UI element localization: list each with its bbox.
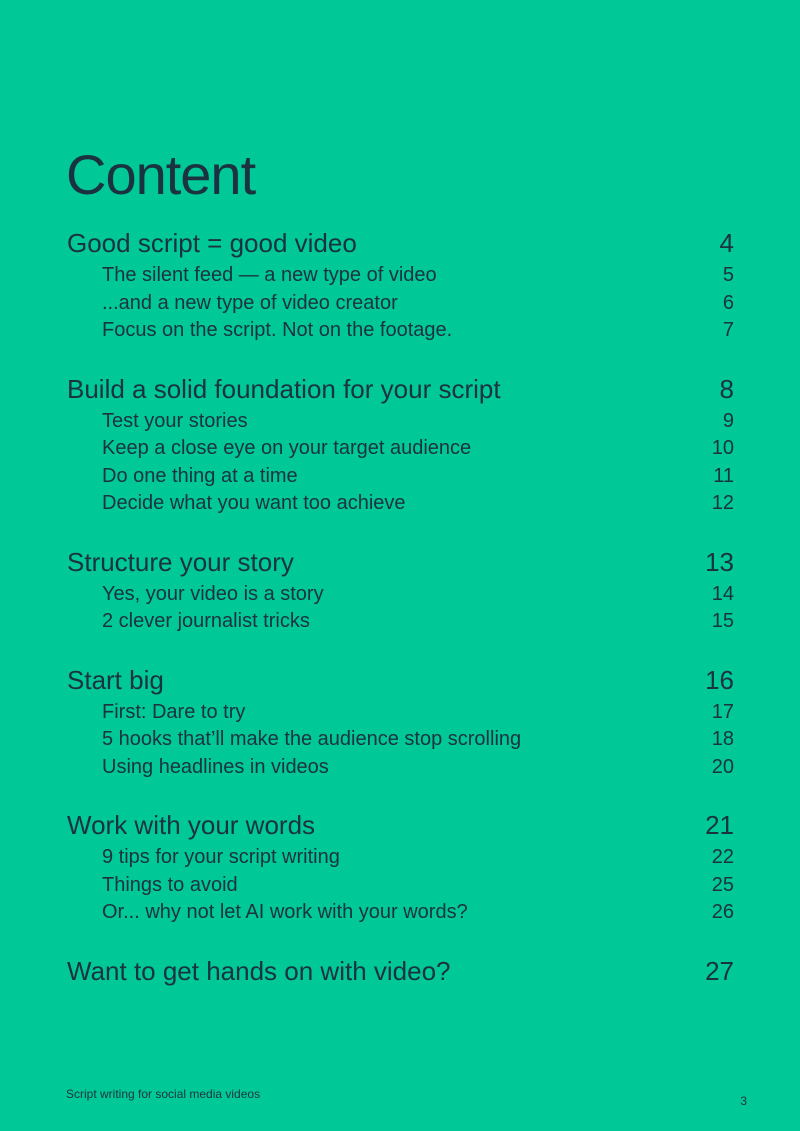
toc-section-title: Build a solid foundation for your script <box>67 373 501 404</box>
toc-section-entry[interactable] <box>67 228 734 264</box>
toc-item-page: 26 <box>711 901 734 923</box>
toc-item[interactable] <box>67 437 734 465</box>
toc-section-page: 13 <box>705 546 734 577</box>
toc-item[interactable] <box>67 901 734 929</box>
toc-item[interactable] <box>67 583 734 611</box>
toc-item-page: 17 <box>711 700 734 723</box>
toc-item-page: 15 <box>711 610 734 632</box>
toc-section-page: 21 <box>705 810 734 840</box>
toc-item-page: 18 <box>711 728 734 750</box>
toc-section-title: Want to get hands on with video? <box>67 955 451 986</box>
toc-item-page: 25 <box>711 873 734 896</box>
toc-section-title: Good script = good video <box>67 228 357 258</box>
toc-item-page: 20 <box>711 755 734 778</box>
toc-item-page: 22 <box>711 846 734 868</box>
toc-section <box>67 547 734 638</box>
toc-section-title: Structure your story <box>67 546 294 577</box>
toc-section-entry[interactable] <box>67 665 734 701</box>
toc-item[interactable] <box>67 319 734 347</box>
toc-section <box>67 810 734 929</box>
toc-item-title: 9 tips for your script writing <box>102 846 340 868</box>
table-of-contents <box>67 228 734 1019</box>
toc-section <box>67 956 734 992</box>
footer-document-title: Script writing for social media videos <box>66 1087 261 1101</box>
toc-section-page: 4 <box>719 228 734 258</box>
toc-item-page: 10 <box>711 437 734 459</box>
toc-item-title: ...and a new type of video creator <box>102 291 398 314</box>
toc-item-page: 14 <box>711 582 734 605</box>
toc-item-title: Using headlines in videos <box>102 755 329 778</box>
toc-section <box>67 228 734 347</box>
toc-item-page: 6 <box>722 291 734 314</box>
toc-item-title: Do one thing at a time <box>102 464 298 487</box>
toc-item[interactable] <box>67 465 734 493</box>
toc-item-page: 12 <box>711 492 734 514</box>
toc-item[interactable] <box>67 264 734 292</box>
toc-item-page: 11 <box>713 464 734 487</box>
toc-item[interactable] <box>67 874 734 902</box>
toc-section-title: Start big <box>67 664 164 695</box>
toc-item-page: 9 <box>722 409 734 432</box>
toc-item-title: Things to avoid <box>102 873 238 896</box>
toc-item[interactable] <box>67 292 734 320</box>
toc-item-title: 2 clever journalist tricks <box>102 610 310 632</box>
toc-item[interactable] <box>67 846 734 874</box>
toc-item-title: Focus on the script. Not on the footage. <box>102 319 453 341</box>
toc-item-title: Test your stories <box>102 409 248 432</box>
toc-item-title: Or... why not let AI work with your words? <box>102 901 468 923</box>
toc-section <box>67 665 734 784</box>
footer-page-number: 3 <box>740 1094 747 1108</box>
toc-section-entry[interactable] <box>67 374 734 410</box>
toc-section-page: 27 <box>705 955 734 986</box>
toc-item-page: 5 <box>722 264 734 286</box>
toc-section-entry[interactable] <box>67 810 734 846</box>
toc-item-title: Decide what you want too achieve <box>102 492 406 514</box>
toc-item-title: Keep a close eye on your target audience <box>102 437 472 459</box>
toc-item-page: 7 <box>722 319 734 341</box>
toc-item-title: 5 hooks that’ll make the audience stop scrolling <box>102 728 522 750</box>
toc-section <box>67 374 734 520</box>
toc-item[interactable] <box>67 610 734 638</box>
toc-item-title: First: Dare to try <box>102 700 246 723</box>
toc-section-page: 8 <box>719 373 734 404</box>
toc-item[interactable] <box>67 492 734 520</box>
toc-item-title: Yes, your video is a story <box>102 582 324 605</box>
toc-item[interactable] <box>67 728 734 756</box>
toc-item[interactable] <box>67 410 734 438</box>
toc-item[interactable] <box>67 701 734 729</box>
toc-section-title: Work with your words <box>67 810 316 840</box>
page-title: Content <box>66 143 256 206</box>
toc-section-entry[interactable] <box>67 956 734 992</box>
toc-item-title: The silent feed — a new type of video <box>102 264 437 286</box>
toc-section-page: 16 <box>705 664 734 695</box>
toc-section-entry[interactable] <box>67 547 734 583</box>
toc-item[interactable] <box>67 756 734 784</box>
